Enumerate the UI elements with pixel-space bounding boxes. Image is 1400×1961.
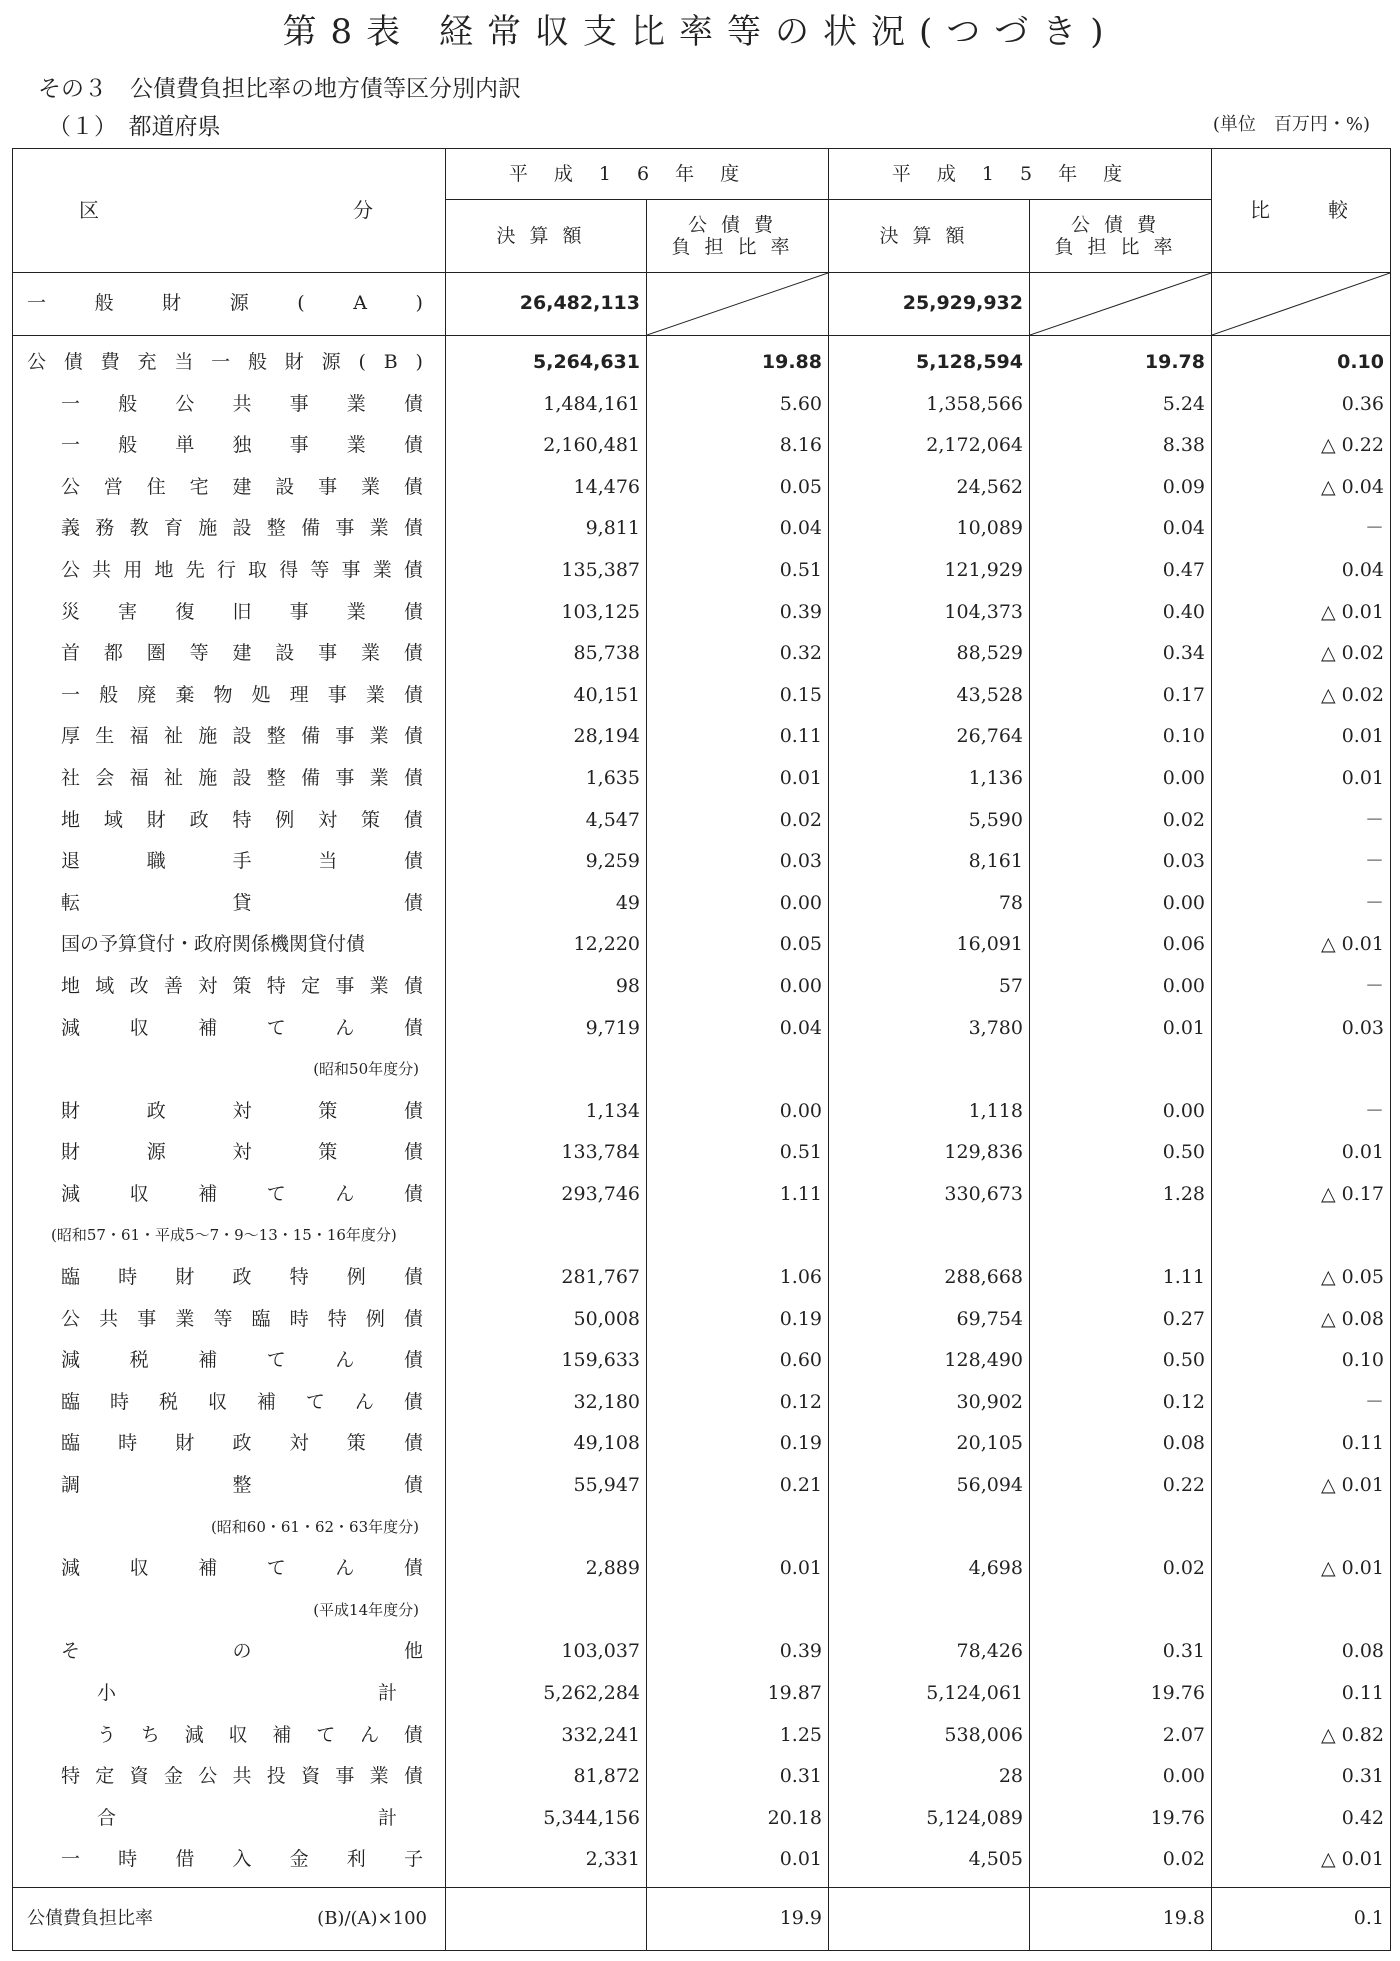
- table-row: [13, 1423, 1391, 1465]
- header-hikaku: 比 較: [1212, 149, 1391, 273]
- row-label: 調 整 債: [13, 1465, 446, 1507]
- cell-r15: 0.00: [1030, 966, 1212, 1008]
- cell-empty: [647, 1507, 829, 1549]
- cell-h16: 32,180: [446, 1382, 647, 1424]
- row-label: 臨 時 税 収 補 て ん 債: [13, 1382, 446, 1424]
- cell-empty: [1030, 1215, 1212, 1257]
- cell-r15: 19.76: [1030, 1798, 1212, 1840]
- cell-cmp: 0.10: [1212, 1340, 1391, 1382]
- cell-h16: 133,784: [446, 1132, 647, 1174]
- cell-h15: 121,929: [829, 550, 1030, 592]
- cell-h15: 1,358,566: [829, 384, 1030, 426]
- cell-r16: 19.9: [647, 1887, 829, 1950]
- cell-r16: 0.15: [647, 675, 829, 717]
- header-futan-h16: 公債費 負担比率: [647, 200, 829, 273]
- cell-h15: 4,505: [829, 1839, 1030, 1881]
- cell-r15: 0.01: [1030, 1008, 1212, 1050]
- cell-h15: 538,006: [829, 1715, 1030, 1757]
- footer-label: 公債費負担比率 (B)/(A)×100: [13, 1887, 446, 1950]
- cell-empty: [829, 1215, 1030, 1257]
- table-row: [13, 1008, 1391, 1050]
- cell-r16: 0.00: [647, 1091, 829, 1133]
- row-label: 合 計: [13, 1798, 446, 1840]
- cell-h16: 85,738: [446, 633, 647, 675]
- cell-r15: 5.24: [1030, 384, 1212, 426]
- row-label: 首 都 圏 等 建 設 事 業 債: [13, 633, 446, 675]
- cell-r15: 0.02: [1030, 1548, 1212, 1590]
- cell-r16: 0.04: [647, 1008, 829, 1050]
- year-note: (平成14年度分): [13, 1590, 446, 1632]
- cell-empty: [647, 1590, 829, 1632]
- cell-cmp: △ 0.02: [1212, 633, 1391, 675]
- cell-h16: 55,947: [446, 1465, 647, 1507]
- cell-h15: 57: [829, 966, 1030, 1008]
- row-general-revenue: [13, 273, 1391, 336]
- cell-r16: 1.06: [647, 1257, 829, 1299]
- cell-r15: 0.34: [1030, 633, 1212, 675]
- cell-h16: 98: [446, 966, 647, 1008]
- note-row: [13, 1590, 1391, 1632]
- header-kubun: 区 分: [13, 149, 446, 273]
- table-row: [13, 1091, 1391, 1133]
- cell-r15: 1.11: [1030, 1257, 1212, 1299]
- row-label: 一 般 公 共 事 業 債: [13, 384, 446, 426]
- header-kessan-h15: 決算額: [829, 200, 1030, 273]
- cell-h16: 26,482,113: [446, 273, 647, 336]
- cell-cmp: 0.31: [1212, 1756, 1391, 1798]
- cell-h16: 1,484,161: [446, 384, 647, 426]
- note-row: [13, 1507, 1391, 1549]
- cell-cmp: △ 0.01: [1212, 1465, 1391, 1507]
- table-row: [13, 883, 1391, 925]
- cell-empty: [1212, 1049, 1391, 1091]
- cell-cmp: △ 0.08: [1212, 1299, 1391, 1341]
- cell-h15: 128,490: [829, 1340, 1030, 1382]
- cell-h15: 28: [829, 1756, 1030, 1798]
- diagonal-cell: [1030, 273, 1212, 336]
- cell-h15: 26,764: [829, 716, 1030, 758]
- table-row: [13, 425, 1391, 467]
- cell-cmp: －: [1212, 841, 1391, 883]
- row-label: 一 時 借 入 金 利 子: [13, 1839, 446, 1881]
- cell-r15: 0.08: [1030, 1423, 1212, 1465]
- cell-r15: 0.47: [1030, 550, 1212, 592]
- cell-h15: 88,529: [829, 633, 1030, 675]
- cell-h16: 1,635: [446, 758, 647, 800]
- cell-h16: 81,872: [446, 1756, 647, 1798]
- cell-r16: 0.31: [647, 1756, 829, 1798]
- cell-r16: 0.12: [647, 1382, 829, 1424]
- cell-r16: 0.01: [647, 1839, 829, 1881]
- cell-empty: [829, 1049, 1030, 1091]
- page-title: 第8表 経常収支比率等の状況(つづき): [282, 12, 1118, 52]
- cell-h15: 25,929,932: [829, 273, 1030, 336]
- cell-r15: 0.50: [1030, 1132, 1212, 1174]
- cell-empty: [1030, 1507, 1212, 1549]
- table-row: [13, 841, 1391, 883]
- cell-h15: 3,780: [829, 1008, 1030, 1050]
- cell-cmp: △ 0.22: [1212, 425, 1391, 467]
- cell-r16: 0.19: [647, 1299, 829, 1341]
- cell-r16: 0.19: [647, 1423, 829, 1465]
- table-row: [13, 1340, 1391, 1382]
- cell-h15: 1,136: [829, 758, 1030, 800]
- cell-h16: 9,811: [446, 508, 647, 550]
- cell-r16: 19.88: [647, 342, 829, 384]
- cell-h16: 281,767: [446, 1257, 647, 1299]
- table-row: [13, 924, 1391, 966]
- cell-r16: 1.11: [647, 1174, 829, 1216]
- row-label: 社 会 福 祉 施 設 整 備 事 業 債: [13, 758, 446, 800]
- cell-cmp: 0.03: [1212, 1008, 1391, 1050]
- cell-h16: 159,633: [446, 1340, 647, 1382]
- cell-h15: 5,590: [829, 800, 1030, 842]
- row-label: 公 債 費 充 当 一 般 財 源 ( B ): [13, 342, 446, 384]
- row-label: 財 政 対 策 債: [13, 1091, 446, 1133]
- cell-cmp: 0.04: [1212, 550, 1391, 592]
- cell-r15: 0.00: [1030, 758, 1212, 800]
- table-row: [13, 592, 1391, 634]
- cell-r16: 0.39: [647, 592, 829, 634]
- cell-h15: 78: [829, 883, 1030, 925]
- cell-r16: 0.51: [647, 550, 829, 592]
- cell-empty: [446, 1215, 647, 1257]
- cell-r16: 0.03: [647, 841, 829, 883]
- cell-h15: 78,426: [829, 1631, 1030, 1673]
- cell-cmp: △ 0.04: [1212, 467, 1391, 509]
- cell-h15: 20,105: [829, 1423, 1030, 1465]
- row-label: 一 般 廃 棄 物 処 理 事 業 債: [13, 675, 446, 717]
- cell-cmp: △ 0.01: [1212, 1839, 1391, 1881]
- cell-h15: 5,124,089: [829, 1798, 1030, 1840]
- cell-cmp: 0.1: [1212, 1887, 1391, 1950]
- ratio-table: [12, 148, 1391, 1951]
- table-row: [13, 1299, 1391, 1341]
- cell-cmp: △ 0.05: [1212, 1257, 1391, 1299]
- cell-r16: 0.04: [647, 508, 829, 550]
- cell-h16: 5,344,156: [446, 1798, 647, 1840]
- cell-cmp: 0.10: [1212, 342, 1391, 384]
- cell-h15: 330,673: [829, 1174, 1030, 1216]
- table-row: [13, 1465, 1391, 1507]
- cell-cmp: 0.08: [1212, 1631, 1391, 1673]
- table-row: [13, 508, 1391, 550]
- year-note: (昭和60・61・62・63年度分): [13, 1507, 446, 1549]
- cell-r15: 2.07: [1030, 1715, 1212, 1757]
- year-note: (昭和50年度分): [13, 1049, 446, 1091]
- cell-cmp: △ 0.01: [1212, 1548, 1391, 1590]
- cell-r16: 0.00: [647, 966, 829, 1008]
- cell-r16: 0.00: [647, 883, 829, 925]
- cell-cmp: △ 0.02: [1212, 675, 1391, 717]
- cell-r15: 0.17: [1030, 675, 1212, 717]
- cell-h16: 2,889: [446, 1548, 647, 1590]
- cell-h15: 4,698: [829, 1548, 1030, 1590]
- table-row: [13, 342, 1391, 384]
- cell-r15: 0.00: [1030, 1091, 1212, 1133]
- region-subtitle: （１） 都道府県: [48, 114, 221, 140]
- cell-r15: 0.22: [1030, 1465, 1212, 1507]
- cell-h16: 293,746: [446, 1174, 647, 1216]
- table-row: [13, 633, 1391, 675]
- cell-r15: 8.38: [1030, 425, 1212, 467]
- table-row: [13, 966, 1391, 1008]
- cell-r15: 0.27: [1030, 1299, 1212, 1341]
- cell-h15: 5,128,594: [829, 342, 1030, 384]
- table-row: [13, 716, 1391, 758]
- cell-empty: [829, 1887, 1030, 1950]
- cell-r16: 0.05: [647, 924, 829, 966]
- cell-h15: 5,124,061: [829, 1673, 1030, 1715]
- cell-h15: 129,836: [829, 1132, 1030, 1174]
- table-row: [13, 550, 1391, 592]
- cell-empty: [829, 1507, 1030, 1549]
- row-label: 臨 時 財 政 対 策 債: [13, 1423, 446, 1465]
- cell-empty: [1212, 1215, 1391, 1257]
- cell-h16: 1,134: [446, 1091, 647, 1133]
- row-label: 義 務 教 育 施 設 整 備 事 業 債: [13, 508, 446, 550]
- cell-cmp: －: [1212, 508, 1391, 550]
- cell-h16: 9,259: [446, 841, 647, 883]
- cell-cmp: －: [1212, 883, 1391, 925]
- cell-r15: 0.12: [1030, 1382, 1212, 1424]
- cell-h15: 1,118: [829, 1091, 1030, 1133]
- table-row: [13, 1715, 1391, 1757]
- table-row: [13, 1798, 1391, 1840]
- cell-r16: 0.02: [647, 800, 829, 842]
- row-label: 厚 生 福 祉 施 設 整 備 事 業 債: [13, 716, 446, 758]
- cell-r16: 0.05: [647, 467, 829, 509]
- cell-cmp: －: [1212, 966, 1391, 1008]
- cell-empty: [446, 1049, 647, 1091]
- cell-r16: 0.32: [647, 633, 829, 675]
- row-label: 臨 時 財 政 特 例 債: [13, 1257, 446, 1299]
- cell-h16: 12,220: [446, 924, 647, 966]
- cell-empty: [1030, 1049, 1212, 1091]
- row-label: 公 共 用 地 先 行 取 得 等 事 業 債: [13, 550, 446, 592]
- cell-h15: 43,528: [829, 675, 1030, 717]
- unit-note: (単位 百万円・%): [1212, 114, 1370, 135]
- cell-h16: 332,241: [446, 1715, 647, 1757]
- cell-r16: 0.01: [647, 758, 829, 800]
- cell-cmp: 0.11: [1212, 1423, 1391, 1465]
- cell-r15: 0.06: [1030, 924, 1212, 966]
- cell-r15: 0.31: [1030, 1631, 1212, 1673]
- cell-cmp: 0.42: [1212, 1798, 1391, 1840]
- cell-h16: 5,262,284: [446, 1673, 647, 1715]
- row-label: そ の 他: [13, 1631, 446, 1673]
- cell-h16: 28,194: [446, 716, 647, 758]
- cell-r15: 0.09: [1030, 467, 1212, 509]
- note-row: [13, 1049, 1391, 1091]
- cell-h16: 103,125: [446, 592, 647, 634]
- row-label: う ち 減 収 補 て ん 債: [13, 1715, 446, 1757]
- cell-cmp: △ 0.01: [1212, 924, 1391, 966]
- table-row: [13, 384, 1391, 426]
- cell-empty: [446, 1590, 647, 1632]
- header-futan-h15: 公債費 負担比率: [1030, 200, 1212, 273]
- cell-h15: 24,562: [829, 467, 1030, 509]
- table-row: [13, 467, 1391, 509]
- cell-h16: 14,476: [446, 467, 647, 509]
- cell-h15: 8,161: [829, 841, 1030, 883]
- row-label: 財 源 対 策 債: [13, 1132, 446, 1174]
- cell-r16: 5.60: [647, 384, 829, 426]
- cell-h16: 2,160,481: [446, 425, 647, 467]
- note-row: [13, 1215, 1391, 1257]
- cell-r15: 0.00: [1030, 1756, 1212, 1798]
- cell-h16: 50,008: [446, 1299, 647, 1341]
- cell-h16: 49,108: [446, 1423, 647, 1465]
- cell-r16: 0.60: [647, 1340, 829, 1382]
- row-label: 減 収 補 て ん 債: [13, 1174, 446, 1216]
- table-row: [13, 1631, 1391, 1673]
- cell-r16: 1.25: [647, 1715, 829, 1757]
- cell-h16: 103,037: [446, 1631, 647, 1673]
- cell-r15: 0.02: [1030, 1839, 1212, 1881]
- diagonal-cell: [1212, 273, 1391, 336]
- cell-r16: 0.21: [647, 1465, 829, 1507]
- header-kessan-h16: 決算額: [446, 200, 647, 273]
- table-row: [13, 758, 1391, 800]
- table-row: [13, 1382, 1391, 1424]
- row-label: 地 域 改 善 対 策 特 定 事 業 債: [13, 966, 446, 1008]
- cell-r15: 0.10: [1030, 716, 1212, 758]
- cell-empty: [1212, 1507, 1391, 1549]
- cell-empty: [647, 1049, 829, 1091]
- cell-empty: [1212, 1590, 1391, 1632]
- row-label: 一 般 財 源 ( A ): [13, 273, 446, 336]
- cell-empty: [829, 1590, 1030, 1632]
- row-debt-burden-ratio: [13, 1887, 1391, 1950]
- cell-cmp: 0.11: [1212, 1673, 1391, 1715]
- year-note: (昭和57・61・平成5～7・9～13・15・16年度分): [13, 1215, 446, 1257]
- cell-r16: 19.87: [647, 1673, 829, 1715]
- table-row: [13, 800, 1391, 842]
- cell-r15: 0.00: [1030, 883, 1212, 925]
- cell-r15: 19.76: [1030, 1673, 1212, 1715]
- cell-h15: 69,754: [829, 1299, 1030, 1341]
- row-label: 国の予算貸付・政府関係機関貸付債: [13, 924, 446, 966]
- cell-r16: 20.18: [647, 1798, 829, 1840]
- cell-cmp: 0.01: [1212, 716, 1391, 758]
- table-row: [13, 675, 1391, 717]
- cell-h16: 135,387: [446, 550, 647, 592]
- row-label: 小 計: [13, 1673, 446, 1715]
- cell-empty: [647, 1215, 829, 1257]
- cell-r16: 0.39: [647, 1631, 829, 1673]
- cell-h16: 49: [446, 883, 647, 925]
- row-label: 公 共 事 業 等 臨 時 特 例 債: [13, 1299, 446, 1341]
- cell-h16: 5,264,631: [446, 342, 647, 384]
- table-row: [13, 1673, 1391, 1715]
- cell-r15: 0.50: [1030, 1340, 1212, 1382]
- table-row: [13, 1132, 1391, 1174]
- cell-empty: [446, 1507, 647, 1549]
- header-year-h15: 平成15年度: [829, 149, 1212, 200]
- row-label: 地 域 財 政 特 例 対 策 債: [13, 800, 446, 842]
- cell-r15: 19.78: [1030, 342, 1212, 384]
- cell-r15: 0.03: [1030, 841, 1212, 883]
- cell-h16: 9,719: [446, 1008, 647, 1050]
- cell-h16: 4,547: [446, 800, 647, 842]
- cell-empty: [446, 1887, 647, 1950]
- cell-r16: 0.11: [647, 716, 829, 758]
- cell-h15: 10,089: [829, 508, 1030, 550]
- header-year-h16: 平成16年度: [446, 149, 829, 200]
- cell-h15: 56,094: [829, 1465, 1030, 1507]
- cell-cmp: 0.01: [1212, 758, 1391, 800]
- cell-cmp: 0.01: [1212, 1132, 1391, 1174]
- cell-cmp: △ 0.17: [1212, 1174, 1391, 1216]
- row-label: 災 害 復 旧 事 業 債: [13, 592, 446, 634]
- cell-cmp: －: [1212, 1382, 1391, 1424]
- row-label: 減 収 補 て ん 債: [13, 1008, 446, 1050]
- cell-h15: 30,902: [829, 1382, 1030, 1424]
- table-row: [13, 1839, 1391, 1881]
- cell-cmp: －: [1212, 800, 1391, 842]
- cell-h15: 288,668: [829, 1257, 1030, 1299]
- cell-h16: 40,151: [446, 675, 647, 717]
- cell-cmp: △ 0.82: [1212, 1715, 1391, 1757]
- table-row: [13, 1257, 1391, 1299]
- row-label: 転 貸 債: [13, 883, 446, 925]
- row-label: 減 収 補 て ん 債: [13, 1548, 446, 1590]
- row-label: 特 定 資 金 公 共 投 資 事 業 債: [13, 1756, 446, 1798]
- cell-r15: 0.02: [1030, 800, 1212, 842]
- diagonal-cell: [647, 273, 829, 336]
- section-subtitle: その３ 公債費負担比率の地方債等区分別内訳: [38, 76, 521, 102]
- cell-cmp: △ 0.01: [1212, 592, 1391, 634]
- row-label: 一 般 単 独 事 業 債: [13, 425, 446, 467]
- cell-r15: 0.40: [1030, 592, 1212, 634]
- cell-r15: 1.28: [1030, 1174, 1212, 1216]
- cell-cmp: －: [1212, 1091, 1391, 1133]
- cell-h16: 2,331: [446, 1839, 647, 1881]
- table-row: [13, 1174, 1391, 1216]
- row-label: 退 職 手 当 債: [13, 841, 446, 883]
- cell-r16: 0.51: [647, 1132, 829, 1174]
- table-row: [13, 1756, 1391, 1798]
- cell-r16: 8.16: [647, 425, 829, 467]
- cell-r15: 0.04: [1030, 508, 1212, 550]
- row-label: 減 税 補 て ん 債: [13, 1340, 446, 1382]
- cell-h15: 16,091: [829, 924, 1030, 966]
- table-row: [13, 1548, 1391, 1590]
- cell-h15: 2,172,064: [829, 425, 1030, 467]
- cell-h15: 104,373: [829, 592, 1030, 634]
- cell-cmp: 0.36: [1212, 384, 1391, 426]
- row-label: 公 営 住 宅 建 設 事 業 債: [13, 467, 446, 509]
- cell-r15: 19.8: [1030, 1887, 1212, 1950]
- cell-r16: 0.01: [647, 1548, 829, 1590]
- cell-empty: [1030, 1590, 1212, 1632]
